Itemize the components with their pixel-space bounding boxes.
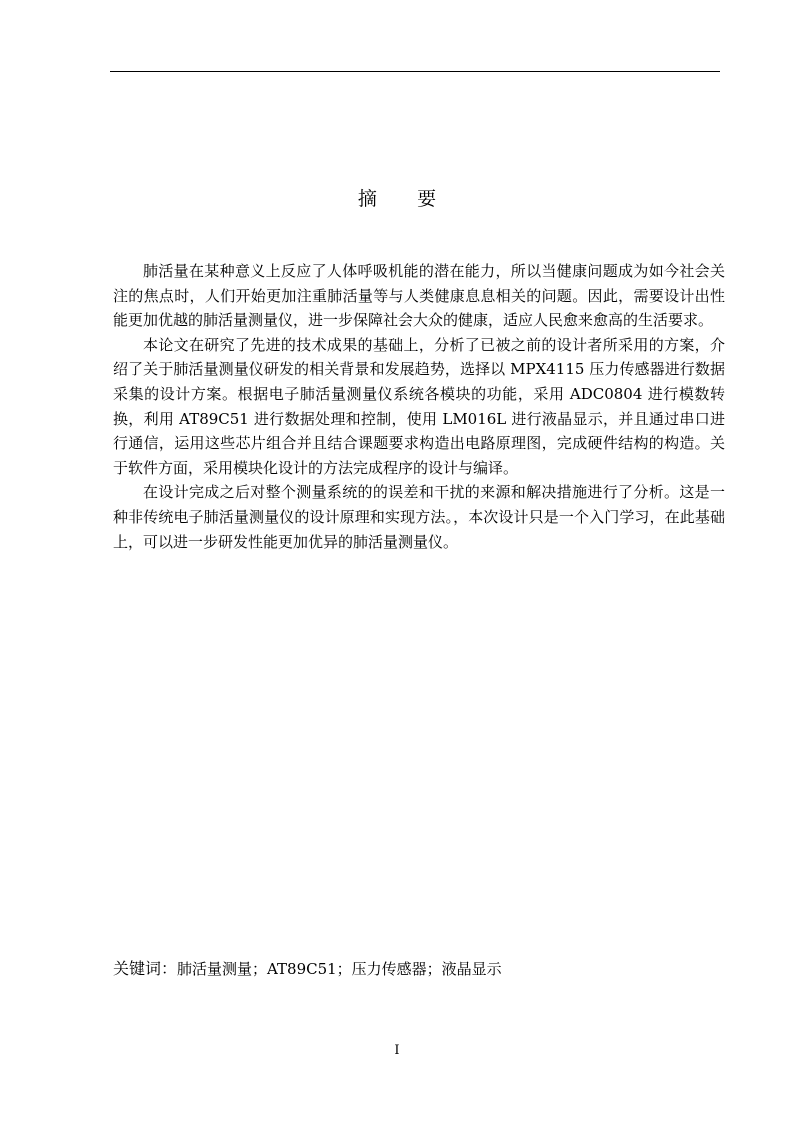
abstract-paragraph-1: 肺活量在某种意义上反应了人体呼吸机能的潜在能力，所以当健康问题成为如今社会关注的焦点时，人们开始更加注重肺活量等与人类健康息息相关的问题。因此，需要设计出性能更加优越的肺活量测量仪，进一步保障社会大众的健康，适应人民愈来愈高的生活要求。 (113, 262, 725, 330)
abstract-body (113, 259, 725, 554)
abstract-paragraph-2: 本论文在研究了先进的技术成果的基础上，分析了已被之前的设计者所采用的方案，介绍了关于肺活量测量仪研发的相关背景和发展趋势，选择以 MPX4115 压力传感器进行数据采集的设计方案。根据电子肺活量测量仪系统各模块的功能，采用 ADC0804 进行模数转换，利用 AT89C51 进行数据处理和控制，使用 LM016L 进行液晶显示，并且通过串口进行通信，运用这些芯片组合并且结合课题要求构造出电路原理图，完成硬件结构的构造。关于软件方面，采用模块化设计的方法完成程序的设计与编译。 (113, 335, 725, 477)
page-number: I (394, 1043, 400, 1058)
abstract-paragraph-3: 在设计完成之后对整个测量系统的的误差和干扰的来源和解决措施进行了分析。这是一种非传统电子肺活量测量仪的设计原理和实现方法。，本次设计只是一个入门学习，在此基础上，可以进一步研发性能更加优异的肺活量测量仪。 (113, 483, 725, 551)
header-rule (110, 71, 720, 72)
keywords-line (113, 957, 725, 981)
keywords-label: 关键词： (113, 959, 178, 978)
page-title: 摘 要 (357, 188, 454, 210)
keywords-text: 肺活量测量；AT89C51；压力传感器；液晶显示 (177, 960, 502, 978)
